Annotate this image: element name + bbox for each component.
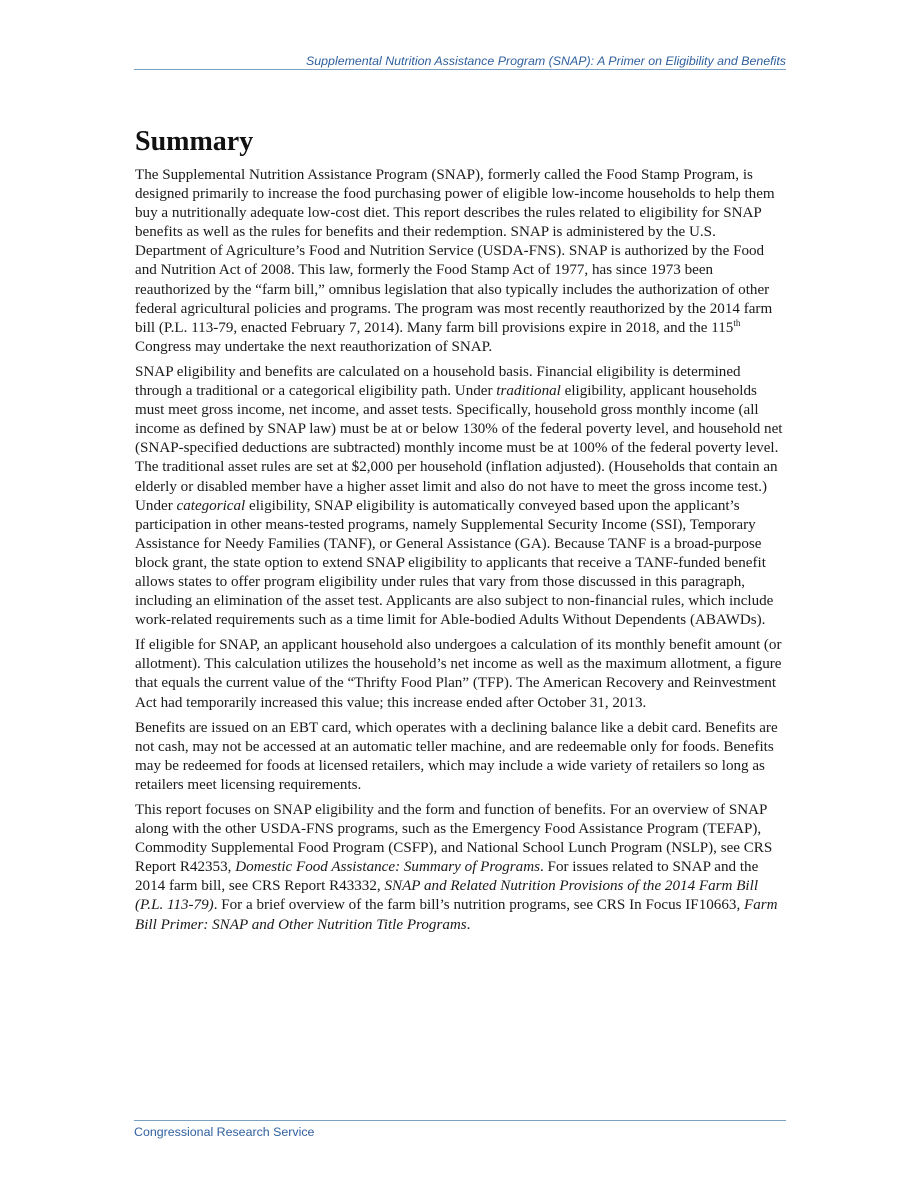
- summary-paragraph-5: [135, 801, 787, 935]
- emphasis-text: traditional: [496, 383, 561, 400]
- paragraph-text: . For issues related to SNAP and the 2014 farm bill, see CRS Report R43332,: [135, 859, 759, 895]
- summary-paragraph-2: [135, 363, 787, 630]
- paragraph-text: . For a brief overview of the farm bill’s nutrition programs, see CRS In Focus IF10663,: [213, 897, 744, 914]
- page-content: [135, 124, 787, 941]
- paragraph-text: Congress may undertake the next reauthorization of SNAP.: [135, 338, 493, 355]
- paragraph-text: eligibility, SNAP eligibility is automatically conveyed based upon the applicant’s participation in other means-tested programs, namely Supplemental Security Income (SSI), Temporary Assistance for Needy Families (TANF), or General Assistance (GA). Because TANF is a broad-purpose block grant, the state option to extend SNAP eligibility to applicants that receive a TANF-funded benefit allows states to offer program eligibility under rules that vary from those discussed in this paragraph, including an elimination of the asset test. Applicants are also subject to non-financial rules, which include work-related requirements such as a time limit for Able-bodied Adults Without Dependents (ABAWDs).: [135, 497, 774, 629]
- summary-paragraph-1: [135, 166, 787, 357]
- ordinal-suffix: th: [733, 317, 741, 328]
- report-title-r42353: Domestic Food Assistance: Summary of Programs: [235, 859, 540, 876]
- paragraph-text: .: [466, 916, 471, 933]
- report-title-r43332: SNAP and Related Nutrition Provisions of the 2014 Farm Bill (P.L. 113-79): [135, 878, 759, 914]
- page-title: Summary: [135, 126, 254, 157]
- summary-paragraph-3: If eligible for SNAP, an applicant household also undergoes a calculation of its monthly benefit amount (or allotment). This calculation utilizes the household’s net income as well as the maximum allotment, a figure that equals the current value of the “Thrifty Food Plan” (TFP). The American Recovery and Reinvestment Act had temporarily increased this value; this increase ended after October 31, 2013.: [135, 637, 782, 711]
- paragraph-text: This report focuses on SNAP eligibility and the form and function of benefits. For an overview of SNAP along with the other USDA-FNS programs, such as the Emergency Food Assistance Program (TEFAP), Commodity Supplemental Food Program (CSFP), and National School Lunch Program (NSLP), see CRS Report R42353,: [135, 802, 773, 876]
- report-title-if10663: Farm Bill Primer: SNAP and Other Nutrition Title Programs: [135, 897, 778, 933]
- running-footer: Congressional Research Service: [134, 1120, 786, 1140]
- paragraph-text: eligibility, applicant households must meet gross income, net income, and asset tests. Specifically, household gross monthly income (all income as defined by SNAP law) must be at or below 130% of the federal poverty level, and household net (SNAP-specified deductions are subtracted) monthly income must be at 100% of the federal poverty level. The traditional asset rules are set at $2,000 per household (inflation adjusted). (Households that contain an elderly or disabled member have a higher asset limit and also do not have to meet the gross income test.) Under: [135, 383, 783, 514]
- emphasis-text: categorical: [176, 497, 246, 514]
- summary-paragraph-4: Benefits are issued on an EBT card, which operates with a declining balance like a debit card. Benefits are not cash, may not be accessed at an automatic teller machine, and are redeemable only for foods. Benefits may be redeemed for foods at licensed retailers, which may include a wide variety of retailers so long as retailers meet licensing requirements.: [135, 719, 778, 793]
- paragraph-text: SNAP eligibility and benefits are calculated on a household basis. Financial eligibility is determined through a traditional or a categorical eligibility path. Under: [135, 363, 741, 400]
- paragraph-text: The Supplemental Nutrition Assistance Program (SNAP), formerly called the Food Stamp Program, is designed primarily to increase the food purchasing power of eligible low-income households to help them buy a nutritionally adequate low-cost diet. This report describes the rules related to eligibility for SNAP benefits as well as the rules for benefits and their redemption. SNAP is administered by the U.S. Department of Agriculture’s Food and Nutrition Service (USDA-FNS). SNAP is authorized by the Food and Nutrition Act of 2008. This law, formerly the Food Stamp Act of 1977, has since 1973 been reauthorized by the “farm bill,” omnibus legislation that also typically includes the authorization of other federal agricultural policies and programs. The program was most recently reauthorized by the 2014 farm bill (P.L. 113-79, enacted February 7, 2014). Many farm bill provisions expire in 2018, and the 115: [135, 167, 775, 336]
- running-header: Supplemental Nutrition Assistance Program (SNAP): A Primer on Eligibility and Benefits: [134, 53, 786, 70]
